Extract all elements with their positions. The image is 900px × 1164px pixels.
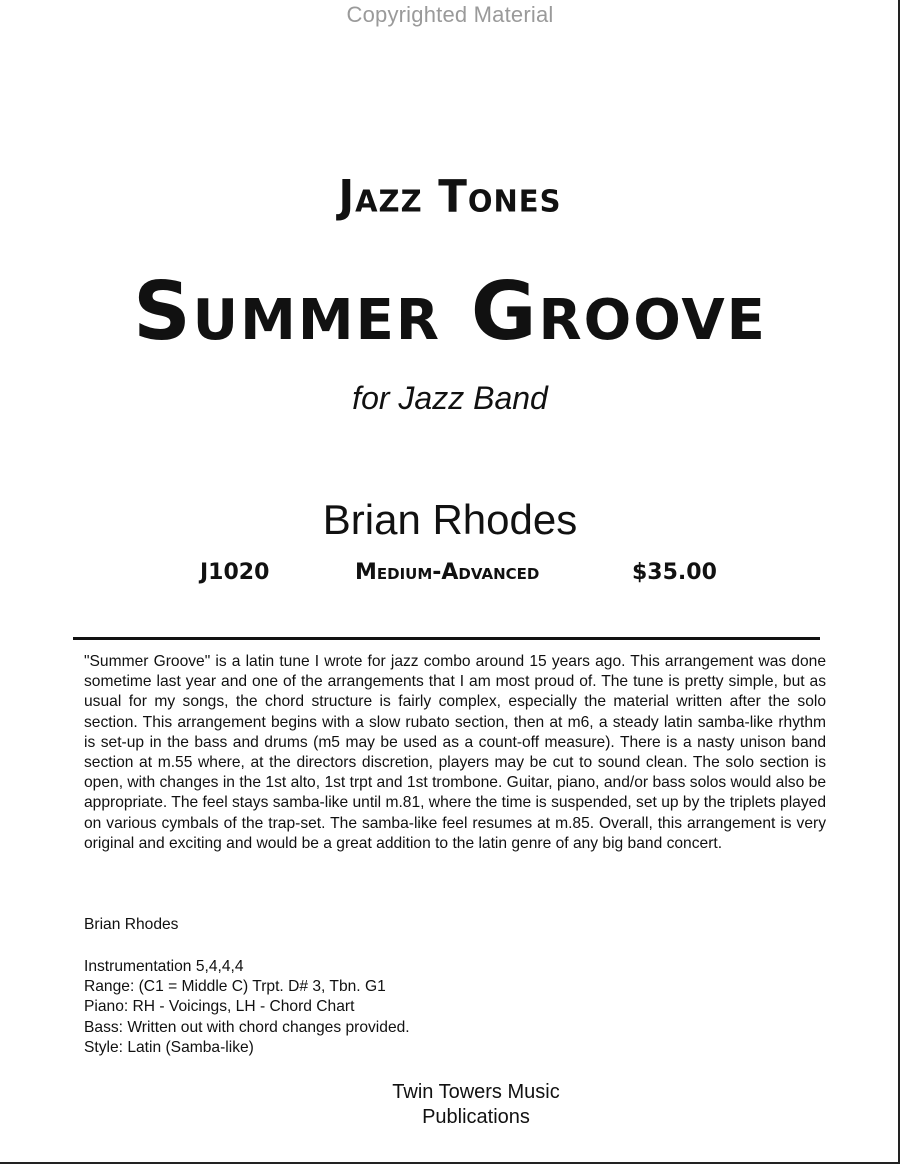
publisher-name-line1: Twin Towers Music: [392, 1081, 560, 1103]
detail-bass: Bass: Written out with chord changes provided.: [84, 1018, 410, 1036]
catalog-info-row: [0, 560, 900, 594]
detail-piano: Piano: RH - Voicings, LH - Chord Chart: [84, 998, 355, 1016]
publisher-name-line2: Publications: [422, 1106, 530, 1128]
price: $35.00: [632, 560, 717, 585]
copyright-watermark: Copyrighted Material: [346, 2, 554, 27]
arrangement-details: [84, 957, 410, 1058]
piece-title: Summer Groove: [133, 265, 767, 358]
notes-signature: Brian Rhodes: [84, 916, 179, 933]
series-title: Jazz Tones: [338, 170, 562, 223]
detail-range: Range: (C1 = Middle C) Trpt. D# 3, Tbn. G1: [84, 978, 386, 996]
divider-rule: [73, 637, 820, 640]
detail-instrumentation: Instrumentation 5,4,4,4: [84, 958, 244, 975]
publisher: [0, 1080, 900, 1130]
detail-style: Style: Latin (Samba-like): [84, 1038, 254, 1056]
difficulty-level: Medium-Advanced: [355, 560, 540, 585]
catalog-code: J1020: [200, 560, 270, 585]
instrumentation-subtitle: for Jazz Band: [352, 380, 548, 416]
program-notes: "Summer Groove" is a latin tune I wrote for jazz combo around 15 years ago. This arrangement was done sometime last year and one of the arrangements that I am most proud of. The tune is pretty simple, but as usual for my songs, the chord structure is fairly complex, especially the material written after the solo section. This arrangement begins with a slow rubato section, then at m6, a steady latin samba-like rhythm is set-up in the bass and drums (m5 may be used as a count-off measure). There is a nasty unison band section at m.55 where, at the directors discretion, players may be cut to sound clean. The solo section is open, with changes in the 1st alto, 1st trpt and 1st trombone. Guitar, piano, and/or bass solos would also be appropriate. The feel stays samba-like until m.81, where the time is suspended, set up by the triplets played on various cymbals of the trap-set. The samba-like feel resumes at m.85. Overall, this arrangement is very original and exciting and would be a great addition to the latin genre of any big band concert.: [84, 653, 826, 852]
composer-name: Brian Rhodes: [322, 496, 578, 543]
